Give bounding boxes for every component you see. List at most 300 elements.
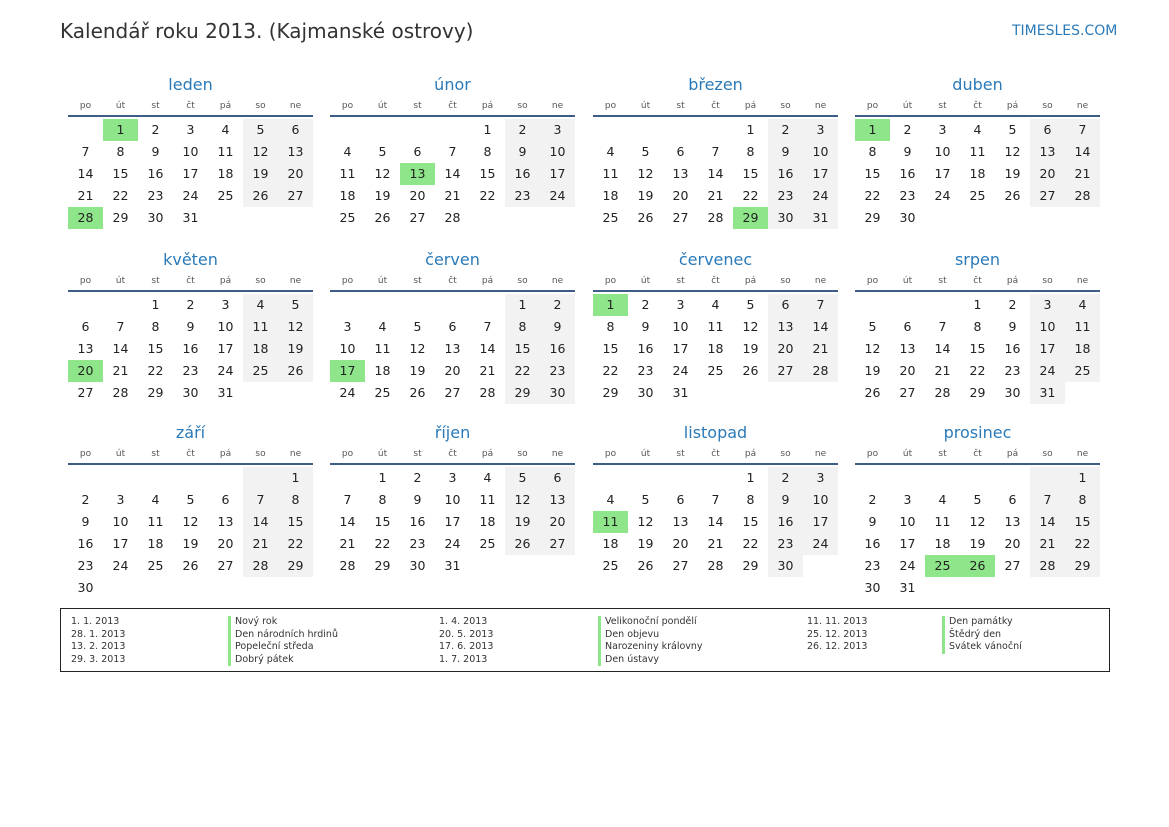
week-row [593,316,838,338]
day-cell: 3 [221,297,230,312]
day-cell: 28 [479,385,496,400]
day-cell: 7 [1065,119,1100,141]
day-cell: 31 [803,207,838,229]
day-cell: 6 [278,119,313,141]
weekday-header [855,274,1100,292]
empty-cell [1030,207,1065,229]
day-cell: 19 [182,536,199,551]
legend-row [807,616,1107,629]
day-cell: 29 [1065,555,1100,577]
weekday-label: po [604,276,617,286]
week-row [593,467,838,489]
legend-row [71,654,371,667]
day-cell: 12 [374,166,391,181]
day-cell: 15 [374,514,391,529]
week-row [330,294,575,316]
holiday-name: Velikonoční pondělí [598,616,697,629]
day-cell: 9 [768,141,803,163]
empty-cell [68,119,103,141]
day-cell: 16 [77,536,94,551]
day-cell: 12 [864,341,881,356]
weekday-label: čt [448,101,457,111]
day-cell: 2 [868,492,877,507]
day-cell: 26 [243,185,278,207]
day-cell: 1 [593,294,628,316]
day-cell: 4 [151,492,160,507]
weekday-label: po [604,449,617,459]
day-cell: 20 [899,363,916,378]
day-cell: 18 [934,536,951,551]
day-cell: 5 [746,297,755,312]
weekday-label: st [413,101,422,111]
week-row [593,511,838,533]
day-cell: 3 [676,297,685,312]
day-cell: 17 [330,360,365,382]
day-cell: 20 [68,360,103,382]
day-cell: 13 [77,341,94,356]
day-cell: 27 [768,360,803,382]
day-cell: 9 [505,141,540,163]
day-cell: 1 [483,122,492,137]
day-cell: 14 [707,514,724,529]
day-cell: 2 [768,119,803,141]
legend-row [439,629,739,642]
day-cell: 17 [182,166,199,181]
week-row [855,467,1100,489]
day-cell: 5 [868,319,877,334]
day-cell: 25 [217,188,234,203]
weekday-label: út [640,276,651,286]
weekday-label: so [517,101,528,111]
holiday-name: Nový rok [228,616,277,629]
day-cell: 6 [540,467,575,489]
week-row [68,382,313,404]
day-cell: 28 [68,207,103,229]
empty-cell [593,467,628,489]
day-cell: 9 [413,492,422,507]
empty-cell [278,382,313,404]
day-cell: 5 [186,492,195,507]
holiday-name: Štědrý den [942,629,1001,642]
week-row [68,360,313,382]
day-cell: 20 [278,163,313,185]
day-cell: 5 [413,319,422,334]
week-row [855,141,1100,163]
weekday-label: ne [1076,449,1089,459]
day-cell: 20 [409,188,426,203]
day-cell: 15 [602,341,619,356]
holiday-date: 1. 4. 2013 [439,616,488,627]
day-cell: 8 [868,144,877,159]
day-cell: 10 [899,514,916,529]
empty-cell [890,294,925,316]
day-cell: 21 [803,338,838,360]
week-row [68,207,313,229]
day-cell: 19 [1004,166,1021,181]
day-cell: 19 [969,536,986,551]
day-cell: 13 [768,316,803,338]
day-cell: 3 [448,470,457,485]
day-cell: 27 [540,533,575,555]
month-5 [68,248,313,404]
day-cell: 26 [374,210,391,225]
day-cell: 2 [768,467,803,489]
empty-cell [960,207,995,229]
empty-cell [995,577,1030,599]
empty-cell [698,119,733,141]
day-cell: 25 [479,536,496,551]
legend-row [71,616,371,629]
day-cell: 6 [676,492,685,507]
day-cell: 14 [479,341,496,356]
week-row [330,185,575,207]
day-cell: 18 [707,341,724,356]
day-cell: 17 [1030,338,1065,360]
weekday-label: st [676,101,685,111]
day-cell: 16 [899,166,916,181]
weekday-label: po [79,101,92,111]
empty-cell [330,294,365,316]
day-cell: 5 [973,492,982,507]
day-cell: 3 [116,492,125,507]
week-row [68,185,313,207]
day-cell: 25 [602,210,619,225]
month-name: říjen [434,423,471,442]
weekday-label: út [377,276,388,286]
day-cell: 23 [505,185,540,207]
day-cell: 4 [606,492,615,507]
weekday-label: so [255,276,266,286]
day-cell: 18 [243,338,278,360]
empty-cell [890,467,925,489]
month-2 [330,73,575,229]
empty-cell [995,207,1030,229]
day-cell: 21 [934,363,951,378]
day-cell: 14 [112,341,129,356]
day-cell: 16 [768,511,803,533]
day-cell: 24 [112,558,129,573]
day-cell: 31 [217,385,234,400]
month-1 [68,73,313,229]
day-cell: 8 [973,319,982,334]
day-cell: 25 [243,360,278,382]
day-cell: 2 [903,122,912,137]
day-cell: 11 [1065,316,1100,338]
day-cell: 11 [243,316,278,338]
day-cell: 4 [973,122,982,137]
legend-row [439,654,739,667]
day-cell: 23 [147,188,164,203]
holiday-name: Den národních hrdinů [228,629,338,642]
month-11 [593,421,838,577]
week-row [68,119,313,141]
day-cell: 25 [339,210,356,225]
weekday-label: ne [289,276,302,286]
holiday-date: 26. 12. 2013 [807,641,868,652]
day-cell: 9 [868,514,877,529]
month-name: únor [434,75,471,94]
day-cell: 1 [855,119,890,141]
week-row [855,163,1100,185]
day-cell: 6 [81,319,90,334]
week-row [68,577,313,599]
day-cell: 19 [742,341,759,356]
day-cell: 15 [864,166,881,181]
weekday-label: čt [186,276,195,286]
day-cell: 7 [343,492,352,507]
day-cell: 30 [1004,385,1021,400]
day-cell: 5 [278,294,313,316]
empty-cell [68,294,103,316]
day-cell: 8 [378,492,387,507]
weekday-label: ne [551,449,564,459]
month-name: prosinec [943,423,1012,442]
day-cell: 11 [147,514,164,529]
day-cell: 15 [1065,511,1100,533]
day-cell: 5 [243,119,278,141]
day-cell: 20 [217,536,234,551]
week-row [330,360,575,382]
day-cell: 22 [1065,533,1100,555]
empty-cell [365,294,400,316]
legend-row [71,629,371,642]
weekday-label: po [79,449,92,459]
day-cell: 12 [243,141,278,163]
day-cell: 30 [899,210,916,225]
weekday-header [330,99,575,117]
weekday-label: st [151,449,160,459]
day-cell: 7 [448,144,457,159]
day-cell: 14 [803,316,838,338]
day-cell: 9 [641,319,650,334]
day-cell: 23 [899,188,916,203]
month-8 [855,248,1100,404]
day-cell: 22 [864,188,881,203]
day-cell: 10 [803,141,838,163]
empty-cell [173,577,208,599]
weekday-label: út [640,449,651,459]
day-cell: 10 [540,141,575,163]
day-cell: 11 [602,166,619,181]
empty-cell [925,577,960,599]
day-cell: 19 [278,338,313,360]
month-name: duben [952,75,1003,94]
weekday-label: st [676,449,685,459]
day-cell: 6 [903,319,912,334]
day-cell: 23 [768,185,803,207]
day-cell: 23 [182,363,199,378]
weekday-label: čt [711,101,720,111]
day-cell: 4 [378,319,387,334]
day-cell: 26 [637,210,654,225]
legend-column [71,616,371,666]
day-cell: 30 [182,385,199,400]
day-cell: 31 [899,580,916,595]
day-cell: 25 [602,558,619,573]
day-cell: 2 [641,297,650,312]
day-cell: 29 [147,385,164,400]
weekday-label: so [517,449,528,459]
day-cell: 5 [1008,122,1017,137]
day-cell: 24 [934,188,951,203]
weekday-label: ne [814,101,827,111]
empty-cell [733,382,768,404]
week-row [593,207,838,229]
weekday-label: čt [973,449,982,459]
holiday-date: 1. 7. 2013 [439,653,488,665]
day-cell: 10 [1030,316,1065,338]
day-cell: 4 [483,470,492,485]
day-cell: 20 [444,363,461,378]
day-cell: 9 [540,316,575,338]
day-cell: 12 [637,514,654,529]
day-cell: 26 [960,555,995,577]
weekday-label: ne [814,449,827,459]
empty-cell [803,555,838,577]
week-row [330,119,575,141]
day-cell: 7 [116,319,125,334]
empty-cell [173,467,208,489]
holiday-name: Dobrý pátek [228,654,294,667]
day-cell: 16 [864,536,881,551]
day-cell: 25 [707,363,724,378]
day-cell: 3 [903,492,912,507]
day-cell: 9 [1008,319,1017,334]
day-cell: 21 [444,188,461,203]
day-cell: 15 [742,514,759,529]
weekday-label: so [1042,101,1053,111]
day-cell: 13 [278,141,313,163]
day-cell: 11 [479,492,496,507]
day-cell: 7 [1030,489,1065,511]
weekday-label: po [866,276,879,286]
day-cell: 20 [672,536,689,551]
day-cell: 17 [540,163,575,185]
day-cell: 29 [505,382,540,404]
empty-cell [278,207,313,229]
day-cell: 23 [1004,363,1021,378]
empty-cell [278,577,313,599]
weekday-label: ne [289,101,302,111]
day-cell: 1 [1065,467,1100,489]
empty-cell [365,119,400,141]
day-cell: 24 [803,185,838,207]
site-link[interactable]: TIMESLES.COM [1012,23,1118,39]
week-row [330,511,575,533]
day-cell: 23 [637,363,654,378]
day-cell: 2 [1008,297,1017,312]
holiday-name: Den ústavy [598,654,659,667]
weekday-label: pá [481,276,494,286]
empty-cell [103,577,138,599]
week-row [68,294,313,316]
day-cell: 11 [593,511,628,533]
empty-cell [960,467,995,489]
day-cell: 4 [1065,294,1100,316]
day-cell: 27 [444,385,461,400]
day-cell: 24 [444,536,461,551]
weekday-label: st [413,276,422,286]
week-row [68,489,313,511]
month-12 [855,421,1100,599]
week-row [593,382,838,404]
legend-row [439,641,739,654]
day-cell: 1 [505,294,540,316]
day-cell: 6 [1008,492,1017,507]
day-cell: 27 [1004,558,1021,573]
day-cell: 3 [1030,294,1065,316]
day-cell: 24 [1030,360,1065,382]
day-cell: 15 [479,166,496,181]
day-cell: 12 [1004,144,1021,159]
day-cell: 23 [864,558,881,573]
day-cell: 10 [934,144,951,159]
empty-cell [540,207,575,229]
weekday-label: so [517,276,528,286]
weekday-header [68,99,313,117]
weekday-header [855,99,1100,117]
day-cell: 19 [409,363,426,378]
holiday-date: 1. 1. 2013 [71,616,120,627]
week-row [330,467,575,489]
weekday-label: út [377,449,388,459]
day-cell: 18 [969,166,986,181]
week-row [855,338,1100,360]
weekday-label: po [341,449,354,459]
day-cell: 21 [707,188,724,203]
weekday-label: čt [973,276,982,286]
day-cell: 17 [112,536,129,551]
day-cell: 6 [1030,119,1065,141]
day-cell: 2 [413,470,422,485]
weekday-label: čt [448,449,457,459]
day-cell: 13 [1004,514,1021,529]
weekday-label: út [640,101,651,111]
day-cell: 24 [339,385,356,400]
day-cell: 29 [374,558,391,573]
day-cell: 13 [899,341,916,356]
empty-cell [243,382,278,404]
weekday-label: so [780,449,791,459]
week-row [593,119,838,141]
weekday-header [330,274,575,292]
day-cell: 18 [374,363,391,378]
day-cell: 27 [217,558,234,573]
day-cell: 11 [374,341,391,356]
day-cell: 26 [864,385,881,400]
weekday-label: st [938,449,947,459]
day-cell: 30 [147,210,164,225]
day-cell: 13 [1030,141,1065,163]
day-cell: 7 [803,294,838,316]
empty-cell [243,577,278,599]
empty-cell [663,467,698,489]
day-cell: 18 [602,188,619,203]
day-cell: 21 [479,363,496,378]
day-cell: 21 [1030,533,1065,555]
weekday-label: čt [186,101,195,111]
day-cell: 6 [676,144,685,159]
day-cell: 5 [378,144,387,159]
legend-row [807,641,1107,654]
month-7 [593,248,838,404]
weekday-label: po [866,449,879,459]
day-cell: 20 [1004,536,1021,551]
empty-cell [470,207,505,229]
day-cell: 26 [742,363,759,378]
day-cell: 28 [803,360,838,382]
week-row [593,294,838,316]
